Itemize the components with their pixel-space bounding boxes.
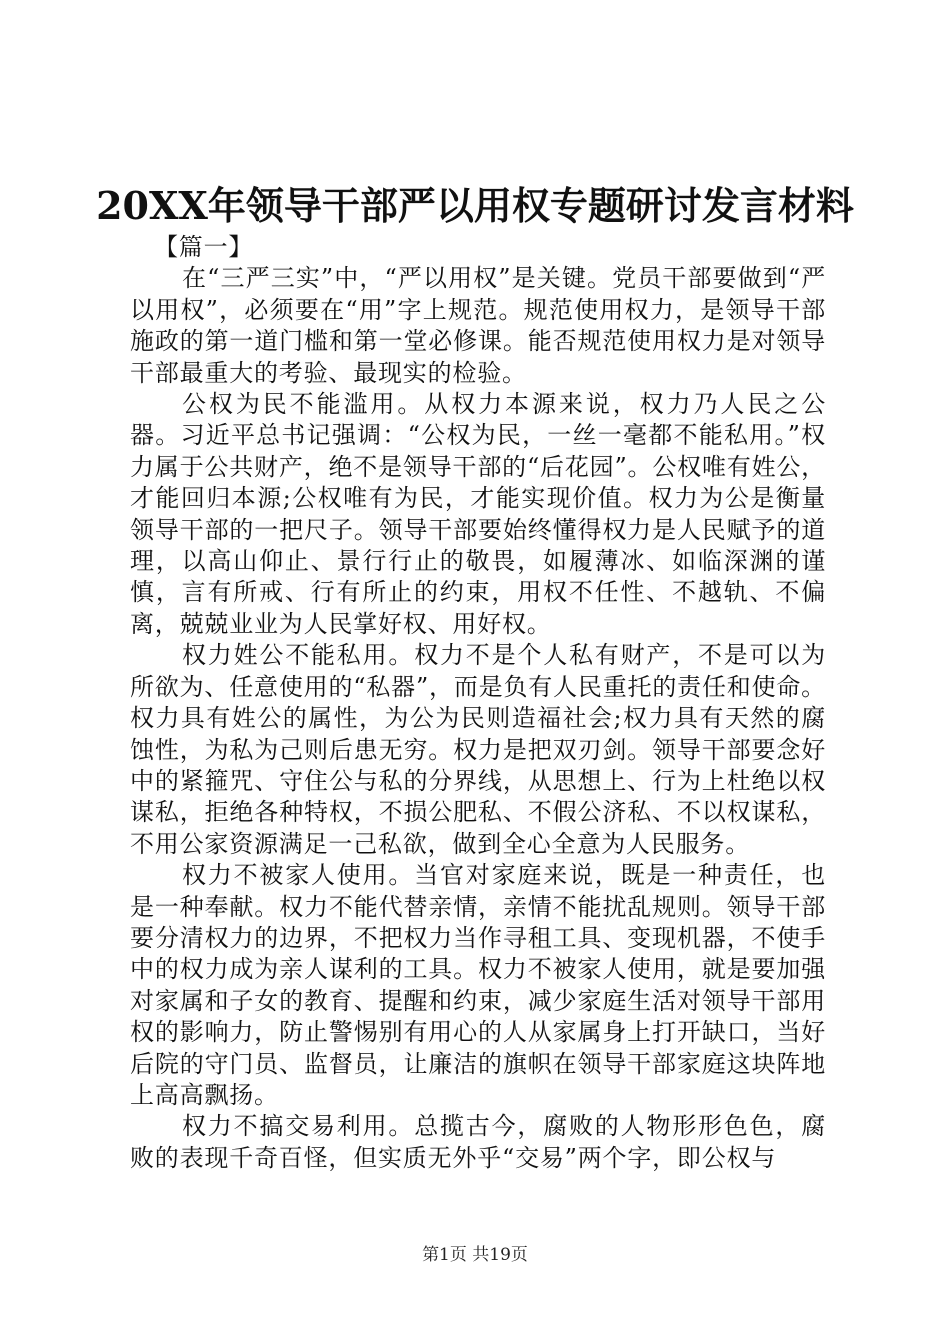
paragraph: 公权为民不能滥用。从权力本源来说，权力乃人民之公器。习近平总书记强调：“公权为民，一丝一毫都不能私用。”权力属于公共财产，绝不是领导干部的“后花园”。公权唯有姓公，才能回归本源;公权唯有为民，才能实现价值。权力为公是衡量领导干部的一把尺子。领导干部要始终懂得权力是人民赋予的道理，以高山仰止、景行行止的敬畏，如履薄冰、如临深渊的谨慎，言有所戒、行有所止的约束，用权不任性、不越轨、不偏离，兢兢业业为人民掌好权、用好权。 <box>130 390 826 638</box>
section-label: 【篇一】 <box>154 233 254 261</box>
paragraph: 权力姓公不能私用。权力不是个人私有财产，不是可以为所欲为、任意使用的“私器”，而是负有人民重托的责任和使命。权力具有姓公的属性，为公为民则造福社会;权力具有天然的腐蚀性，为私为己则后患无穷。权力是把双刃剑。领导干部要念好中的紧箍咒、守住公与私的分界线，从思想上、行为上杜绝以权谋私，拒绝各种特权，不损公肥私、不假公济私、不以权谋私，不用公家资源满足一己私欲，做到全心全意为人民服务。 <box>130 641 826 858</box>
page-footer: 第1页 共19页 <box>422 1245 528 1265</box>
paragraph: 权力不搞交易利用。总揽古今，腐败的人物形形色色，腐败的表现千奇百怪，但实质无外乎“交易”两个字，即公权与 <box>130 1112 826 1172</box>
document-title: 20XX年领导干部严以用权专题研讨发言材料 <box>96 183 854 228</box>
paragraph: 在“三严三实”中，“严以用权”是关键。党员干部要做到“严以用权”，必须要在“用”字上规范。规范使用权力，是领导干部施政的第一道门槛和第一堂必修课。能否规范使用权力是对领导干部最重大的考验、最现实的检验。 <box>130 264 826 387</box>
paragraph: 权力不被家人使用。当官对家庭来说，既是一种责任，也是一种奉献。权力不能代替亲情，亲情不能扰乱规则。领导干部要分清权力的边界，不把权力当作寻租工具、变现机器，不使手中的权力成为亲人谋利的工具。权力不被家人使用，就是要加强对家属和子女的教育、提醒和约束，减少家庭生活对领导干部用权的影响力，防止警惕别有用心的人从家属身上打开缺口，当好后院的守门员、监督员，让廉洁的旗帜在领导干部家庭这块阵地上高高飘扬。 <box>130 861 826 1109</box>
document-body <box>130 232 826 1174</box>
